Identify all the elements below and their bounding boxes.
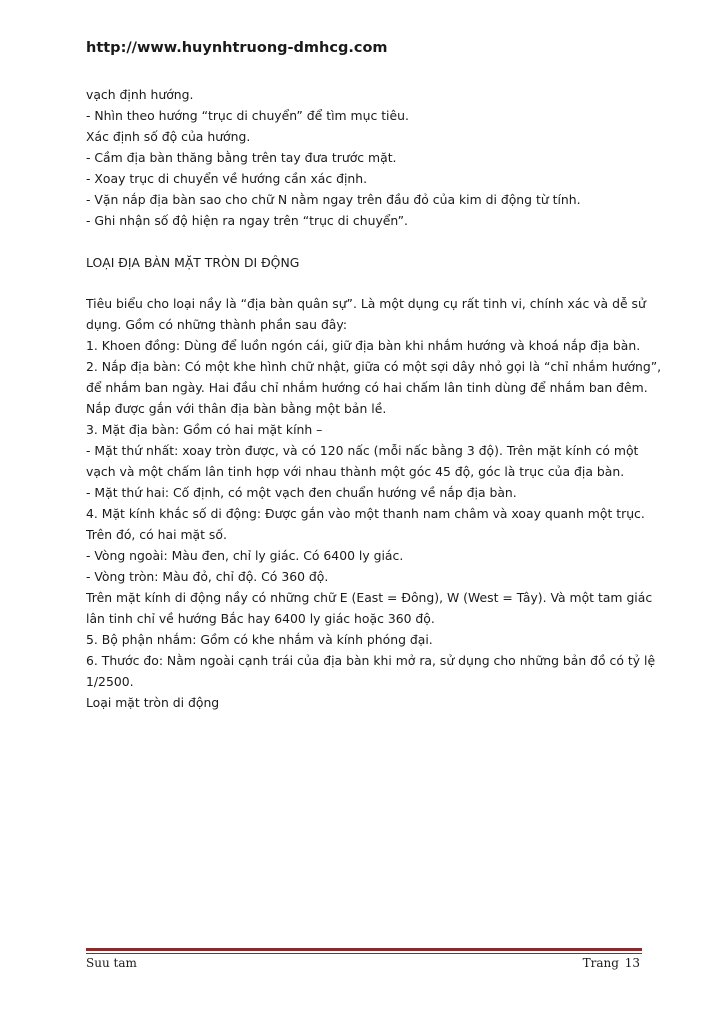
body-line: Xác định số độ của hướng. [86, 129, 251, 144]
document-body [86, 84, 662, 713]
body-line: - Ghi nhận số độ hiện ra ngay trên “trục di chuyển”. [86, 213, 408, 228]
body-line: 2. Nắp địa bàn: Có một khe hình chữ nhật, giữa có một sợi dây nhỏ gọi là “chỉ nhắm hướng”, [86, 359, 662, 374]
body-line: 3. Mặt địa bàn: Gồm có hai mặt kính – [86, 422, 323, 437]
body-line: 4. Mặt kính khắc số di động: Được gắn vào một thanh nam châm và xoay quanh một trục. [86, 506, 645, 521]
body-line: 6. Thước đo: Nằm ngoài cạnh trái của địa bàn khi mở ra, sử dụng cho những bản đồ có tỷ lệ [86, 653, 656, 668]
body-line: Loại mặt tròn di động [86, 695, 220, 710]
body-line: dụng. Gồm có những thành phần sau đây: [86, 317, 348, 332]
footer-rule [86, 948, 642, 951]
body-line: LOẠI ĐỊA BÀN MẶT TRÒN DI ĐỘNG [86, 254, 300, 270]
footer-source: Suu tam [86, 956, 137, 970]
body-line: 5. Bộ phận nhắm: Gồm có khe nhắm và kính phóng đại. [86, 632, 433, 647]
blank-line [86, 231, 646, 252]
body-line: 1/2500. [86, 674, 134, 689]
header-url[interactable]: http://www.huynhtruong-dmhcg.com [86, 40, 388, 56]
footer-rule-thin [86, 953, 642, 954]
body-line: Tiêu biểu cho loại nầy là “địa bàn quân sự”. Là một dụng cụ rất tinh vi, chính xác và dễ sử [86, 296, 646, 311]
body-line: vạch và một chấm lân tinh hợp với nhau thành một góc 45 độ, góc là trục của địa bàn. [86, 464, 625, 479]
body-line: - Mặt thứ hai: Cố định, có một vạch đen chuẩn hướng về nắp địa bàn. [86, 485, 517, 500]
body-line: - Cầm địa bàn thăng bằng trên tay đưa trước mặt. [86, 150, 397, 165]
body-line: Trên đó, có hai mặt số. [86, 527, 227, 542]
body-line: - Nhìn theo hướng “trục di chuyển” để tìm mục tiêu. [86, 108, 409, 123]
body-line: vạch định hướng. [86, 87, 194, 102]
body-line: - Mặt thứ nhất: xoay tròn được, và có 120 nấc (mỗi nấc bằng 3 độ). Trên mặt kính có một [86, 443, 639, 458]
blank-line [86, 273, 646, 294]
body-line: - Vặn nắp địa bàn sao cho chữ N nằm ngay trên đầu đỏ của kim di động từ tính. [86, 192, 581, 207]
body-line: lân tinh chỉ về hướng Bắc hay 6400 ly giác hoặc 360 độ. [86, 611, 435, 626]
body-line: 1. Khoen đồng: Dùng để luồn ngón cái, giữ địa bàn khi nhắm hướng và khoá nắp địa bàn. [86, 338, 641, 353]
body-line: Trên mặt kính di động nầy có những chữ E (East = Đông), W (West = Tây). Và một tam giác [86, 590, 653, 605]
body-line: - Vòng tròn: Màu đỏ, chỉ độ. Có 360 độ. [86, 569, 329, 584]
body-line: - Xoay trục di chuyển về hướng cần xác định. [86, 171, 368, 186]
body-line: - Vòng ngoài: Màu đen, chỉ ly giác. Có 6400 ly giác. [86, 548, 404, 563]
body-line: Nắp được gắn với thân địa bàn bằng một bản lề. [86, 401, 387, 416]
page-number: Trang 13 [582, 956, 640, 970]
body-line: để nhắm ban ngày. Hai đầu chỉ nhắm hướng có hai chấm lân tinh dùng để nhắm ban đêm. [86, 380, 648, 395]
